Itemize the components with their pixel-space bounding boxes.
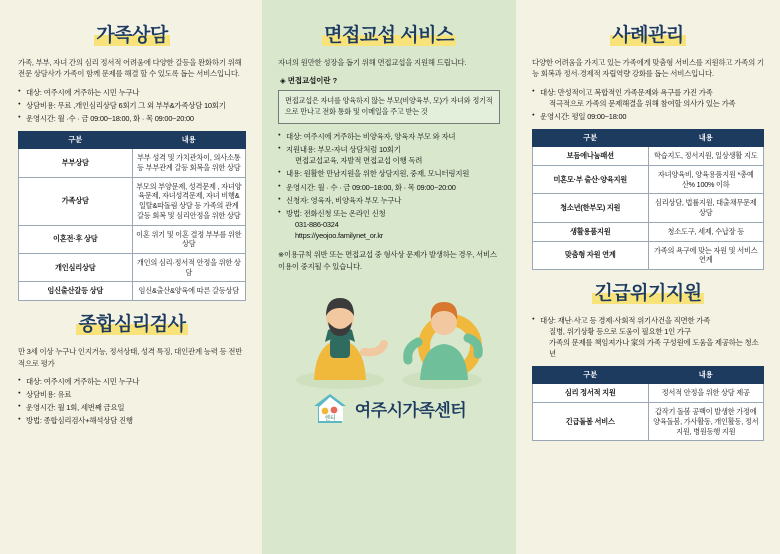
table-header-row <box>19 132 246 149</box>
middle-column <box>262 0 516 554</box>
list-item-label: 방법: 전화신청 또는 온라인 신청 <box>286 208 386 218</box>
table-row <box>19 225 246 253</box>
case-management-intro: 다양한 어려움을 가지고 있는 가족에게 맞춤형 서비스를 지원하고 가족의 기능 회복과 정서·경제적 자립역량 강화를 돕는 서비스입니다. <box>532 58 764 79</box>
table-row <box>533 222 764 241</box>
list-item: ● 운영시간: 월 · 수 · 금 09:00~18:00, 화 · 목 09:00~20:00 <box>278 182 500 193</box>
list-item: ● 운영시간: 평일 09:00~18:00 <box>532 111 764 122</box>
list-item <box>278 144 500 166</box>
svg-text:센터: 센터 <box>323 415 336 422</box>
visitation-intro: 자녀의 원만한 성장을 돕기 위해 면접교섭을 지원해 드립니다. <box>278 58 467 67</box>
column-header-category: 구분 <box>533 130 649 147</box>
list-item-label: 대상: 만성적이고 복합적인 가족문제와 욕구를 가진 가족 <box>540 87 713 97</box>
list-item-sub: 면접교섭교육, 자발적 면접교섭 이행 독려 <box>295 156 423 166</box>
table-row <box>19 282 246 301</box>
family-counseling-bullets <box>18 87 246 124</box>
table-cell-category: 심리 정서적 지원 <box>533 384 649 403</box>
table-cell-category: 개인심리상담 <box>19 254 133 282</box>
table-row <box>533 165 764 193</box>
column-header-content: 내용 <box>132 132 246 149</box>
list-item-sub: 가족의 문제를 책임져가나 家의 가족 구성원에 도움을 제공하는 청소년 <box>549 338 759 359</box>
list-item: ● 내용: 원활한 만남지원을 위한 상담지원, 중재, 모니터링지원 <box>278 168 500 179</box>
table-row <box>533 403 764 441</box>
family-counseling-title-text: 가족상담 <box>96 25 168 46</box>
case-management-title-text: 사례관리 <box>612 25 684 46</box>
table-cell-category: 부부상담 <box>19 149 133 177</box>
center-logo <box>278 392 500 426</box>
column-header-category: 구분 <box>19 132 133 149</box>
table-cell-category: 보듬애나눔패션 <box>533 147 649 166</box>
column-header-category: 구분 <box>533 367 649 384</box>
page-title-family-counseling <box>18 20 246 47</box>
table-header-row <box>533 130 764 147</box>
contact-url[interactable]: https://yeojoo.familynet_or.kr <box>295 230 384 240</box>
table-cell-content: 이혼 위기 및 이혼 결정 부부를 위한 상담 <box>132 225 246 253</box>
emergency-support-title-text: 긴급위기지원 <box>594 283 702 305</box>
list-item: ● 방법: 종합심리검사+해석상담 진행 <box>18 415 246 426</box>
table-cell-content: 임신&출산&양육에 따른 갈등상담 <box>132 282 246 301</box>
column-header-content: 내용 <box>648 130 764 147</box>
page-title-visitation-service <box>278 20 500 47</box>
table-cell-content: 부모의 부양문제, 성격문제 , 자녀양육문제, 자녀성격문제, 자녀 비행&일탈&따돌림 상담 등 가족의 관계 갈등 회복 및 심리안정을 위한 상담 <box>132 177 246 225</box>
house-logo-icon <box>312 392 348 426</box>
table-row <box>533 384 764 403</box>
column-header-content: 내용 <box>648 367 764 384</box>
visitation-definition-heading: ◈ 면접교섭이란 ? <box>280 76 338 86</box>
house-logo-svg <box>312 392 348 426</box>
table-cell-content: 자녀양육비, 양육용품지원 *총예산% 100% 이하 <box>648 165 764 193</box>
table-cell-category: 임신출산갈등 상담 <box>19 282 133 301</box>
psych-test-bullets <box>18 376 246 426</box>
case-management-bullets <box>532 87 764 122</box>
family-counseling-intro: 가족, 부부, 자녀 간의 심리 정서적 어려움에 다양한 갈등을 완화하기 위해 전문 상담사가 가족이 함께 문제를 해결 할 수 있도록 돕는 서비스입니다. <box>18 58 242 79</box>
list-item: ● 대상: 여주시에 거주하는 시민 누구나 <box>18 376 246 387</box>
list-item <box>532 87 764 109</box>
table-header-row <box>533 367 764 384</box>
list-item <box>278 208 500 241</box>
emergency-support-table <box>532 366 764 441</box>
list-item: ● 신청자: 영육자, 비양육자 부모 누구나 <box>278 195 500 206</box>
table-cell-category: 생활용품지원 <box>533 222 649 241</box>
table-cell-category: 가족상담 <box>19 177 133 225</box>
table-row <box>19 254 246 282</box>
list-item <box>532 315 764 359</box>
visitation-service-title-text: 면접교섭 서비스 <box>324 25 454 46</box>
center-logo-text: 여주시가족센터 <box>354 401 467 421</box>
family-counseling-table <box>18 131 246 301</box>
emergency-support-bullets <box>532 315 764 359</box>
list-item: ● 상담비용: 유료 <box>18 389 246 400</box>
page-title-psych-test <box>18 309 246 336</box>
two-people-illustration-svg <box>278 276 500 394</box>
table-row <box>533 147 764 166</box>
table-cell-content: 청소도구, 세제, 수납장 등 <box>648 222 764 241</box>
list-item-sub: 적극적으로 가족의 문제해결을 위해 참여할 의사가 있는 가족 <box>549 99 736 109</box>
list-item: ● 대상: 여주시에 거주하는 시민 누구나 <box>18 87 246 98</box>
visitation-bullets <box>278 131 500 241</box>
right-column <box>516 0 780 554</box>
table-cell-content: 부부 성격 및 가치관차이, 의사소통 등 부부관계 갈등 회복을 위한 상담 <box>132 149 246 177</box>
list-item: ● 상담비용: 무료 ,개인심리상담 6회기 그 외 부부&가족상담 10회기 <box>18 100 246 111</box>
psych-test-title-text: 종합심리검사 <box>78 314 186 336</box>
list-item-label: 지원내용: 부모-자녀 상담처럼 10회기 <box>286 145 401 155</box>
table-cell-content: 갑작기 돌봄 공백이 발생한 가정에 양육돌봄, 가사활동, 개인활동, 정서지원, 병원동행 지원 <box>648 403 764 441</box>
table-row <box>533 194 764 222</box>
left-column <box>0 0 262 554</box>
page-title-case-management <box>532 20 764 47</box>
page-title-emergency-support <box>532 278 764 305</box>
list-item-sub: 질병, 위기상황 등으로 도움이 필요한 1인 가구 <box>549 327 691 337</box>
people-illustration <box>278 276 500 396</box>
table-cell-category: 이혼전·후 상담 <box>19 225 133 253</box>
contact-phone: 031-886-0324 <box>295 219 339 229</box>
case-management-table <box>532 129 764 270</box>
table-row <box>19 177 246 225</box>
visitation-definition-box: 면접교섭은 자녀를 양육하지 않는 부모(비양육부, 모)가 자녀와 정기적으로 만나고 전화 통화 및 이메일을 주고 받는 것 <box>278 90 500 124</box>
table-cell-content: 개인의 심리·정서적 안정을 위한 상담 <box>132 254 246 282</box>
table-row <box>533 241 764 269</box>
visitation-warning-note: ※이용규칙 위반 또는 면접교섭 중 형사상 문제가 발생하는 경우, 서비스 이용이 중지될 수 있습니다. <box>278 250 497 271</box>
list-item-label: 대상: 재난·사고 등 경제·사회적 위기사건을 직면한 가족 <box>540 316 711 326</box>
table-cell-category: 맞춤형 자원 연계 <box>533 241 649 269</box>
table-cell-category: 긴급돌봄 서비스 <box>533 403 649 441</box>
list-item: ● 대상: 여주시에 거주하는 비양육자, 양육자 부모 와 자녀 <box>278 131 500 142</box>
table-cell-content: 가족의 욕구에 맞는 자원 및 서비스 연계 <box>648 241 764 269</box>
table-cell-content: 심리상담, 법률지원, 대출채무문제 상담 <box>648 194 764 222</box>
list-item: ● 운영시간: 월 1회, 세번째 금요일 <box>18 402 246 413</box>
table-cell-category: 청소년(한부모) 지원 <box>533 194 649 222</box>
table-cell-content: 학습지도, 정서지원, 일상생활 지도 <box>648 147 764 166</box>
table-cell-content: 정서적 안정을 위한 상담 제공 <box>648 384 764 403</box>
table-cell-category: 미혼모·부 출산·양육지원 <box>533 165 649 193</box>
table-row <box>19 149 246 177</box>
psych-test-intro: 만 3세 이상 누구나 인지거능, 정서상태, 성격 특징, 대인관계 능력 등 전반적으로 평가 <box>18 347 243 368</box>
list-item: ● 운영시간: 월 ·수 · 금 09:00~18:00, 화 · 목 09:00~20:00 <box>18 113 246 124</box>
